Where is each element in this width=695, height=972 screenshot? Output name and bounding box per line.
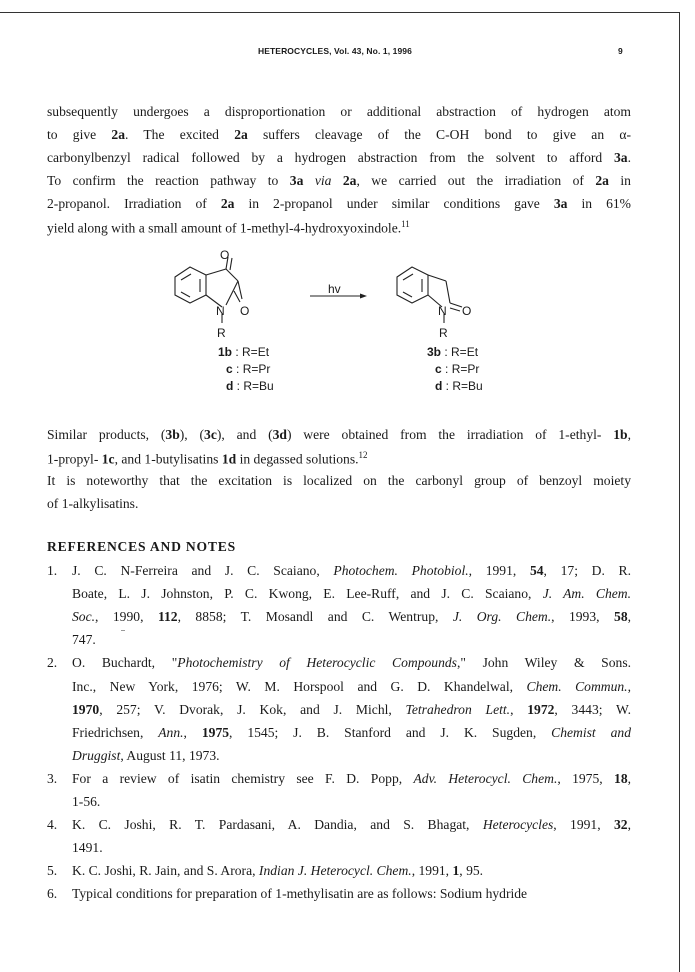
reference-line: Typical conditions for preparation of 1-methylisatin are as follows: Sodium hydride [72, 886, 528, 902]
reference-number: 6. [47, 886, 58, 902]
reference-number: 2. [47, 655, 58, 671]
page-number: 9 [618, 46, 623, 56]
arrow-label: hv [328, 282, 341, 296]
p2-line-1: Similar products, (3b), (3c), and (3d) were obtained from the irradiation of 1-ethyl- 1b, [47, 427, 631, 442]
reference-line: 1970, 257; V. Dvorak, J. Kok, and J. Michl, Tetrahedron Lett., 1972, 3443; W. [72, 701, 631, 717]
references-heading: REFERENCES AND NOTES [47, 539, 236, 554]
compound-label-row: c : R=Pr [435, 362, 480, 376]
compound-label-row: d : R=Bu [435, 379, 483, 393]
reference-line: 747. [72, 632, 96, 648]
p1-line-5: 2-propanol. Irradiation of 2a in 2-propanol under similar conditions gave 3a in 61% [47, 196, 632, 211]
reference-line: Druggist, August 11, 1973. [72, 747, 220, 763]
reference-number: 5. [47, 863, 58, 879]
atom-o: O [462, 304, 472, 318]
p1-line-2: to give 2a. The excited 2a suffers cleavage of the C-OH bond to give an α- [47, 127, 631, 142]
p2-line-3: It is noteworthy that the excitation is localized on the carbonyl group of benzoyl moiety [47, 473, 631, 488]
journal-citation: HETEROCYCLES, Vol. 43, No. 1, 1996 [258, 46, 412, 56]
reference-line: 1491. [72, 840, 103, 856]
atom-r: R [439, 326, 448, 340]
atom-r: R [217, 326, 226, 340]
reference-line: Friedrichsen, Ann., 1975, 1545; J. B. Stanford and J. K. Sugden, Chemist and [72, 724, 631, 740]
reference-line: K. C. Joshi, R. T. Pardasani, A. Dandia, and S. Bhagat, Heterocycles, 1991, 32, [72, 817, 631, 833]
p1-line-4: To confirm the reaction pathway to 3a via 2a, we carried out the irradiation of 2a in [47, 173, 631, 188]
reference-line: J. C. N-Ferreira and J. C. Scaiano, Photochem. Photobiol., 1991, 54, 17; D. R. [72, 563, 631, 578]
reference-line: Boate, L. J. Johnston, P. C. Kwong, E. Lee-Ruff, and J. C. Scaiano, J. Am. Chem. [72, 586, 632, 602]
oxindole-structure [397, 267, 462, 323]
atom-n: N [216, 304, 225, 318]
reference-line: Soc., 1990, 112, 8858; T. Mosandl and C. Wentrup, J. Org. Chem., 1993, 58, [72, 609, 632, 625]
reference-number: 4. [47, 817, 58, 833]
reference-line: Inc., New York, 1976; W. M. Horspool and G. D. Khandelwal, Chem. Commun., [72, 678, 631, 694]
compound-label-row: c : R=Pr [226, 362, 271, 376]
atom-n: N [438, 304, 447, 318]
scan-mark [121, 630, 125, 631]
reference-line: O. Buchardt, "Photochemistry of Heterocyclic Compounds," John Wiley & Sons. [72, 655, 632, 671]
p2-line-2: 1-propyl- 1c, and 1-butylisatins 1d in degassed solutions.$^{12}$ [47, 450, 368, 467]
compound-label-row: 3b : R=Et [427, 345, 479, 359]
p2-line-4: of 1-alkylisatins. [47, 496, 139, 511]
p1-line-3: carbonylbenzyl radical followed by a hydrogen abstraction from the solvent to afford 3a. [47, 150, 631, 165]
isatin-structure [175, 257, 242, 323]
p1-line-6: yield along with a small amount of 1-methyl-4-hydroxyoxindole.$^{11}$ [47, 219, 410, 236]
right-rule [679, 12, 680, 972]
atom-o: O [240, 304, 250, 318]
reference-line: K. C. Joshi, R. Jain, and S. Arora, Indian J. Heterocycl. Chem., 1991, 1, 95. [72, 863, 484, 879]
reference-line: 1-56. [72, 794, 101, 809]
reference-line: For a review of isatin chemistry see F. D. Popp, Adv. Heterocycl. Chem., 1975, 18, [72, 770, 632, 786]
p1-line-1: subsequently undergoes a disproportionation or additional abstraction of hydrogen atom [47, 104, 631, 119]
compound-label-row: 1b : R=Et [218, 345, 270, 359]
reaction-scheme [160, 248, 540, 405]
compound-label-row: d : R=Bu [226, 379, 274, 393]
reference-number: 1. [47, 563, 58, 578]
top-rule [0, 12, 680, 13]
atom-o-top: O [220, 248, 230, 262]
reference-number: 3. [47, 770, 58, 786]
